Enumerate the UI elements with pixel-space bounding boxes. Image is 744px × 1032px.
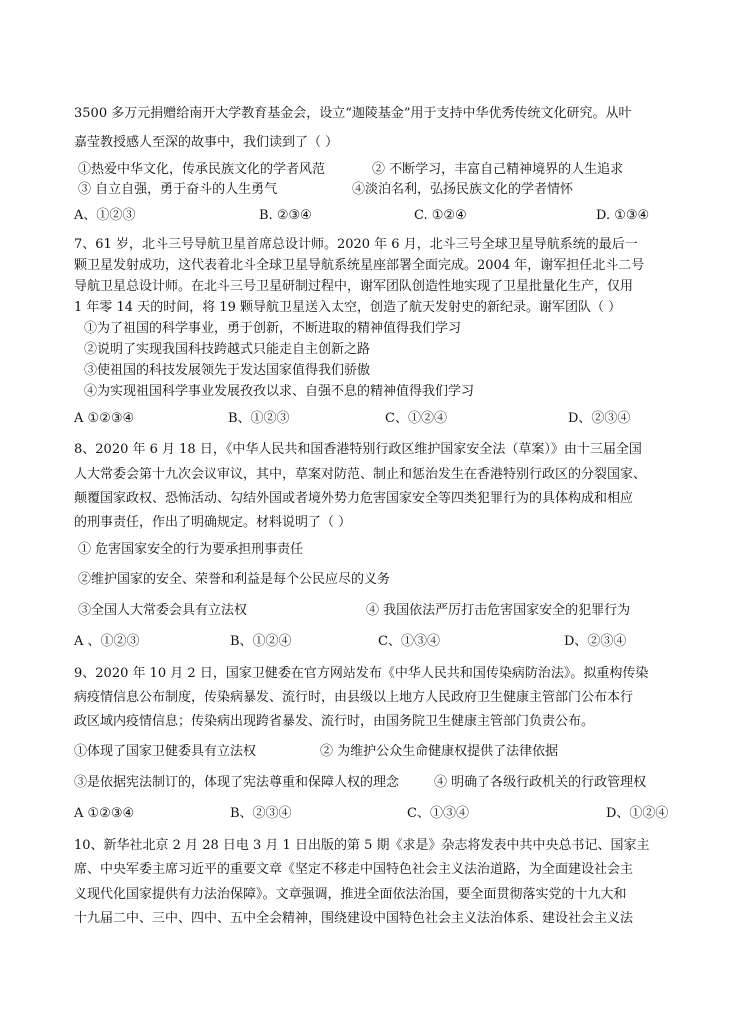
q8-option-3: ③全国人大常委会具有立法权 <box>78 603 248 618</box>
q9-line-1: 9、2020 年 10 月 2 日，国家卫健委在官方网站发布《中华人民共和国传染病防治法》。拟重构传染 <box>74 666 649 681</box>
q8-option-2: ②维护国家的安全、荣誉和利益是每个公民应尽的义务 <box>78 572 391 587</box>
q9-line-3: 政区域内疫情信息；传染病出现跨省暴发、流行时，由国务院卫生健康主管部门负责公布。 <box>74 714 595 729</box>
q8-line-4: 的刑事责任，作出了明确规定。材料说明了（ ） <box>74 515 352 530</box>
q8-line-3: 颠覆国家政权、恐怖活动、勾结外国或者境外势力危害国家安全等四类犯罪行为的具体构成和相应 <box>74 491 634 506</box>
q8-choice-a[interactable]: A 、①②③ <box>74 634 140 649</box>
q7-line-1: 7、61 岁，北斗三号导航卫星首席总设计师。2020 年 6 月，北斗三号全球卫星导航系统的最后一 <box>74 237 638 252</box>
q9-choice-c[interactable]: C、①③④ <box>407 806 469 821</box>
q7-option-4: ④为实现祖国科学事业发展孜孜以求、自强不息的精神值得我们学习 <box>84 384 475 399</box>
q6-option-3: ③ 自立自强，勇于奋斗的人生勇气 <box>78 182 278 197</box>
q8-option-1: ① 危害国家安全的行为要承担刑事责任 <box>78 542 304 557</box>
q10-line-2: 席、中央军委主席习近平的重要文章《坚定不移走中国特色社会主义法治道路，为全面建设社会主 <box>74 862 634 877</box>
q7-choice-b[interactable]: B、①②③ <box>228 411 290 426</box>
q8-line-1: 8、2020 年 6 月 18 日，《中华人民共和国香港特别行政区维护国家安全法（草案）》由十三届全国 <box>74 442 642 457</box>
q7-line-4: 1 年零 14 天的时间，将 19 颗导航卫星送入太空，创造了航天发射史的新纪录。谢军团队（ ） <box>74 300 622 315</box>
q6-line-1: 3500 多万元捐赠给南开大学教育基金会，设立“迦陵基金”用于支持中华优秀传统文化研究。从叶 <box>74 106 632 121</box>
q7-option-1: ①为了祖国的科学事业，勇于创新，不断进取的精神值得我们学习 <box>84 321 462 336</box>
q7-line-2: 颗卫星发射成功，这代表着北斗全球卫星导航系统星座部署全面完成。2004 年，谢军担任北斗二号 <box>74 258 645 273</box>
q6-choice-c[interactable]: C. ①②④ <box>414 208 467 223</box>
q6-choice-d[interactable]: D. ①③④ <box>596 208 650 223</box>
q6-choice-a[interactable]: A、①②③ <box>74 208 136 223</box>
q9-option-3: ③是依据宪法制订的，体现了宪法尊重和保障人权的理念 <box>74 775 400 790</box>
q10-line-4: 十九届二中、三中、四中、五中全会精神，围绕建设中国特色社会主义法治体系、建设社会主义法 <box>74 911 634 926</box>
q9-option-4: ④ 明确了各级行政机关的行政管理权 <box>434 775 647 790</box>
q8-choice-c[interactable]: C、①③④ <box>378 634 440 649</box>
q7-choice-c[interactable]: C、①②④ <box>385 411 447 426</box>
q8-line-2: 人大常委会第十九次会议审议，其中，草案对防范、制止和惩治发生在香港特别行政区的分裂国家、 <box>74 467 647 482</box>
q6-option-1: ①热爱中华文化，传承民族文化的学者风范 <box>78 162 326 177</box>
q7-option-2: ②说明了实现我国科技跨越式只能走自主创新之路 <box>84 342 371 357</box>
q9-option-2: ② 为维护公众生命健康权提供了法律依据 <box>320 744 559 759</box>
q8-option-4: ④ 我国依法严厉打击危害国家安全的犯罪行为 <box>366 603 631 618</box>
q10-line-3: 义现代化国家提供有力法治保障》。文章强调，推进全面依法治国，要全面贯彻落实党的十九大和 <box>74 887 627 902</box>
q9-choice-a[interactable]: A ①②③④ <box>74 806 135 821</box>
q8-choice-d[interactable]: D、②③④ <box>564 634 627 649</box>
q6-choice-b[interactable]: B. ②③④ <box>259 208 312 223</box>
q9-option-1: ①体现了国家卫健委具有立法权 <box>74 744 257 759</box>
q6-option-2: ② 不断学习，丰富自己精神境界的人生追求 <box>372 162 624 177</box>
q7-choice-d[interactable]: D、②③④ <box>568 411 631 426</box>
q7-choice-a[interactable]: A ①②③④ <box>74 411 135 426</box>
q7-option-3: ③使祖国的科技发展领先于发达国家值得我们骄傲 <box>84 363 371 378</box>
q6-line-2: 嘉莹教授感人至深的故事中，我们读到了（ ） <box>74 135 339 150</box>
q8-choice-b[interactable]: B、①②④ <box>230 634 292 649</box>
q9-choice-d[interactable]: D、①②④ <box>606 806 669 821</box>
q9-line-2: 病疫情信息公布制度，传染病暴发、流行时，由县级以上地方人民政府卫生健康主管部门公布本行 <box>74 690 634 705</box>
q6-option-4: ④淡泊名利，弘扬民族文化的学者情怀 <box>352 182 574 197</box>
q7-line-3: 导航卫星总设计师。在北斗三号卫星研制过程中，谢军团队创造性地实现了卫星批量化生产，仅用 <box>74 279 634 294</box>
q10-line-1: 10、新华社北京 2 月 28 日电 3 月 1 日出版的第 5 期《求是》杂志将发表中共中央总书记、国家主 <box>74 838 650 853</box>
q9-choice-b[interactable]: B、②③④ <box>230 806 292 821</box>
